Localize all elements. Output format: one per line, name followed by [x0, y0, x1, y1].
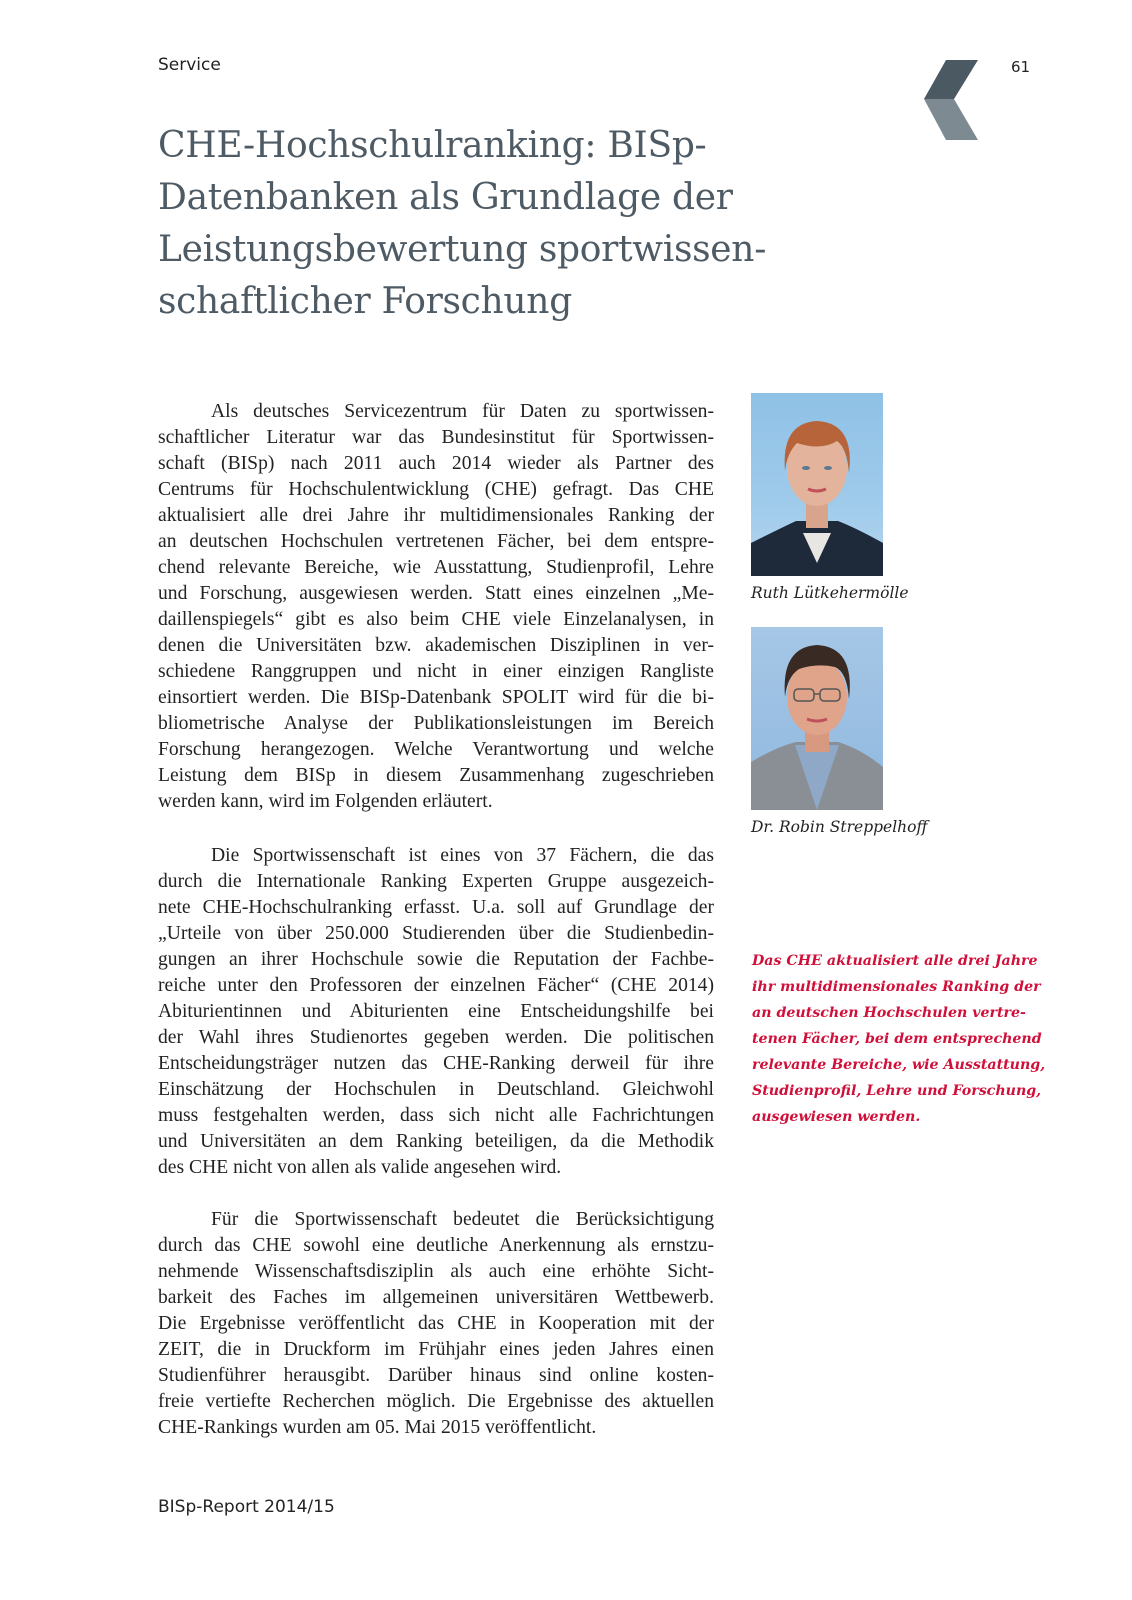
pull-quote-line: relevante Bereiche, wie Ausstattung, — [752, 1057, 1046, 1073]
body-text-line: Entscheidungsträger nutzen das CHE-Ranking derweil für ihre — [158, 1053, 714, 1074]
pull-quote — [752, 948, 1046, 1130]
body-text-line: CHE-Rankings wurden am 05. Mai 2015 veröffentlicht. — [158, 1417, 597, 1438]
body-text-line: schaft (BISp) nach 2011 auch 2014 wieder als Partner des — [158, 453, 714, 474]
body-text-line: und Universitäten an dem Ranking beteiligen, da die Methodik — [158, 1131, 714, 1152]
body-text-line: Forschung herangezogen. Welche Verantwortung und welche — [158, 739, 714, 760]
body-text-line: freie vertiefte Recherchen möglich. Die Ergebnisse des aktuellen — [158, 1391, 714, 1412]
section-label: Service — [158, 55, 221, 75]
body-text-line: nete CHE-Hochschulranking erfasst. U.a. soll auf Grundlage der — [158, 897, 714, 918]
article-title — [158, 120, 798, 328]
title-line: Datenbanken als Grundlage der — [158, 177, 733, 218]
body-text-line: daillenspiegels“ gibt es also beim CHE viele Einzelanalysen, in — [158, 609, 714, 630]
body-text-line: einsortiert werden. Die BISp-Datenbank SPOLIT wird für die bi- — [158, 687, 714, 708]
pull-quote-line: Das CHE aktualisiert alle drei Jahre — [752, 953, 1038, 969]
body-text-line: durch die Internationale Ranking Experten Gruppe ausgezeich- — [158, 871, 714, 892]
body-text-line: reiche unter den Professoren der einzelnen Fächer“ (CHE 2014) — [158, 975, 714, 996]
body-text-line: Leistung dem BISp in diesem Zusammenhang zugeschrieben — [158, 765, 714, 786]
publication-footer: BISp-Report 2014/15 — [158, 1497, 335, 1517]
title-line: Leistungsbewertung sportwissen- — [158, 229, 767, 270]
pull-quote-line: Studienprofil, Lehre und Forschung, — [752, 1083, 1042, 1099]
portrait-caption: Dr. Robin Streppelhoff — [751, 818, 928, 836]
body-text-line: der Wahl ihres Studienortes gegeben werden. Die politischen — [158, 1027, 714, 1048]
body-text-line: schiedene Ranggruppen und nicht in einer einzigen Rangliste — [158, 661, 714, 682]
body-text-line: werden kann, wird im Folgenden erläutert. — [158, 791, 493, 812]
body-text-line: durch das CHE sowohl eine deutliche Anerkennung als ernstzu- — [158, 1235, 714, 1256]
body-text-line: des CHE nicht von allen als valide angesehen wird. — [158, 1157, 562, 1178]
pull-quote-line: ausgewiesen werden. — [752, 1109, 921, 1125]
body-paragraph-2 — [158, 843, 714, 1181]
chevron-bottom-part — [924, 99, 978, 140]
body-text-line: „Urteile von über 250.000 Studierenden über die Studienbedin- — [158, 923, 714, 944]
pull-quote-line: ihr multidimensionales Ranking der — [752, 979, 1041, 995]
body-text-line: nehmende Wissenschaftsdisziplin als auch eine erhöhte Sicht- — [158, 1261, 714, 1282]
chevron-left-icon — [922, 58, 982, 142]
body-text-line: Einschätzung der Hochschulen in Deutschland. Gleichwohl — [158, 1079, 714, 1100]
body-text-line: Studienführer herausgibt. Darüber hinaus sind online kosten- — [158, 1365, 714, 1386]
body-text-line: Die Sportwissenschaft ist eines von 37 Fächern, die das — [211, 845, 714, 866]
pull-quote-line: an deutschen Hochschulen vertre- — [752, 1005, 1026, 1021]
title-line: schaftlicher Forschung — [158, 281, 572, 322]
body-text-line: und Forschung, ausgewiesen werden. Statt eines einzelnen „Me- — [158, 583, 714, 604]
body-paragraph-3 — [158, 1207, 714, 1441]
body-text-line: ZEIT, die in Druckform im Frühjahr eines jeden Jahres einen — [158, 1339, 714, 1360]
body-text-line: Für die Sportwissenschaft bedeutet die Berücksichtigung — [211, 1209, 714, 1230]
body-text-line: Centrums für Hochschulentwicklung (CHE) gefragt. Das CHE — [158, 479, 714, 500]
pull-quote-line: tenen Fächer, bei dem entsprechend — [752, 1031, 1042, 1047]
body-text-line: Als deutsches Servicezentrum für Daten zu sportwissen- — [211, 401, 714, 422]
body-text-line: Die Ergebnisse veröffentlicht das CHE in Kooperation mit der — [158, 1313, 714, 1334]
body-text-line: an deutschen Hochschulen vertretenen Fächer, bei dem entspre- — [158, 531, 714, 552]
body-text-line: muss festgehalten werden, dass sich nicht alle Fachrichtungen — [158, 1105, 714, 1126]
body-text-line: chend relevante Bereiche, wie Ausstattung, Studienprofil, Lehre — [158, 557, 714, 578]
title-line: CHE-Hochschulranking: BISp- — [158, 125, 707, 166]
body-text-line: barkeit des Faches im allgemeinen universitären Wettbewerb. — [158, 1287, 714, 1308]
body-text-line: gungen an ihrer Hochschule sowie die Reputation der Fachbe- — [158, 949, 714, 970]
body-text-line: aktualisiert alle drei Jahre ihr multidimensionales Ranking der — [158, 505, 714, 526]
page-number: 61 — [1011, 58, 1031, 76]
portrait-photo-ruth-luetkehermoelle — [751, 393, 883, 576]
body-paragraph-1 — [158, 399, 714, 815]
body-text-line: bliometrische Analyse der Publikationsleistungen im Bereich — [158, 713, 714, 734]
chevron-top-part — [924, 60, 978, 99]
body-text-line: denen die Universitäten bzw. akademischen Disziplinen in ver- — [158, 635, 714, 656]
portrait-photo-robin-streppelhoff — [751, 627, 883, 810]
body-text-line: schaftlicher Literatur war das Bundesinstitut für Sportwissen- — [158, 427, 714, 448]
body-text-line: Abiturientinnen und Abiturienten eine Entscheidungshilfe bei — [158, 1001, 714, 1022]
portrait-caption: Ruth Lütkehermölle — [751, 584, 909, 602]
